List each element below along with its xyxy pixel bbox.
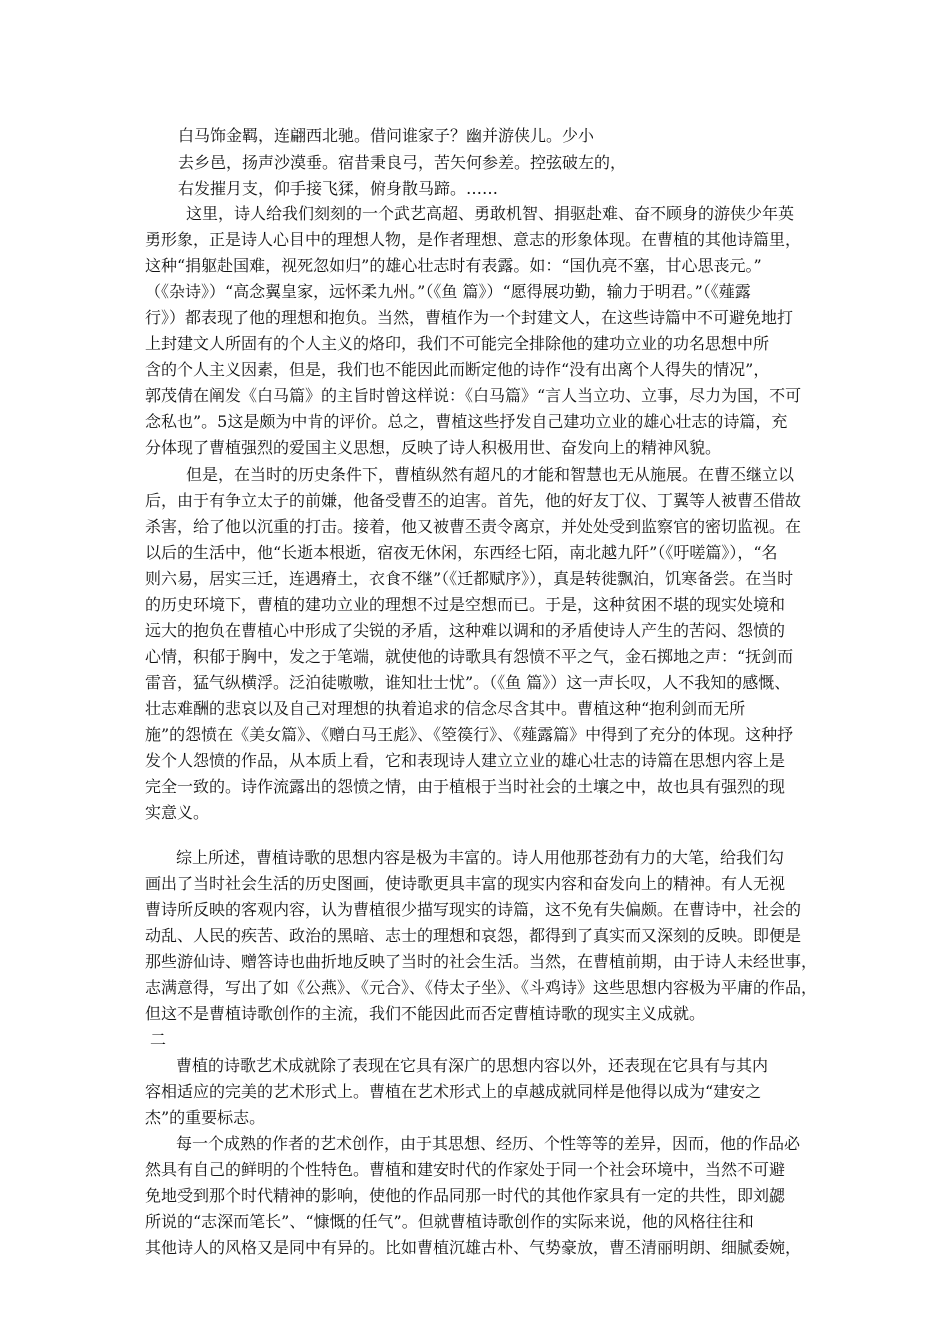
poem-line: 右发摧月支，仰手接飞猱，俯身散马蹄。…… [178,179,499,198]
paragraph-line: 曹诗所反映的客观内容，认为曹植很少描写现实的诗篇，这不免有失偏颇。在曹诗中，社会的 [145,900,802,919]
paragraph-line: 这种“捐躯赴国难，视死忽如归”的雄心壮志时有表露。如：“国仇亮不塞，甘心思丧元。” [145,256,762,275]
paragraph-line: 上封建文人所固有的个人主义的烙印，我们不可能完全排除他的建功立业的功名思想中所 [145,334,770,353]
paragraph-line: 志满意得，写出了如《公燕》、《元合》、《侍太子坐》、《斗鸡诗》这些思想内容极为平庸的作品， [145,978,818,997]
paragraph-line: 勇形象，正是诗人心目中的理想人物，是作者理想、意志的形象体现。在曹植的其他诗篇里， [145,230,802,249]
paragraph-line: 但这不是曹植诗歌创作的主流，我们不能因此而否定曹植诗歌的现实主义成就。 [145,1004,706,1023]
paragraph-line: 后，由于有争立太子的前嫌，他备受曹丕的迫害。首先，他的好友丁仪、丁翼等人被曹丕借故 [145,491,802,510]
poem-line: 白马饰金羁，连翩西北驰。借问谁家子？幽并游侠儿。少小 [178,126,595,145]
paragraph-line: 其他诗人的风格又是同中有异的。比如曹植沉雄古朴、气势豪放，曹丕清丽明朗、细腻委婉， [145,1238,802,1257]
paragraph-line: （《杂诗》）“高念翼皇家，远怀柔九州。”（《鱼 篇》）“愿得展功勤，输力于明君。”（《薤露 [145,282,751,301]
paragraph-line: 含的个人主义因素，但是，我们也不能因此而断定他的诗作“没有出离个人得失的情况”， [145,360,770,379]
paragraph-line: 容相适应的完美的艺术形式上。曹植在艺术形式上的卓越成就同样是他得以成为“建安之 [145,1082,762,1101]
paragraph-line: 动乱、人民的疾苦、政治的黑暗、志士的理想和哀怨，都得到了真实而又深刻的反映。即便是 [145,926,802,945]
paragraph-line: 的历史环境下，曹植的建功立业的理想不过是空想而已。于是，这种贫困不堪的现实处境和 [145,595,786,614]
poem-line: 去乡邑，扬声沙漠垂。宿昔秉良弓，苦矢何参差。控弦破左的， [178,153,627,172]
paragraph-line: 雷音，猛气纵横浮。泛泊徒嗷嗷，谁知壮士忧”。（《鱼 篇》）这一声长叹，人不我知的感慨、 [145,673,791,692]
paragraph-line: 以后的生活中，他“长逝本根逝，宿夜无休闲，东西经七陌，南北越九阡”（《吁嗟篇》），“名 [145,543,778,562]
paragraph-line: 发个人怨愤的作品，从本质上看，它和表现诗人建立立业的雄心壮志的诗篇在思想内容上是 [145,751,786,770]
paragraph-line: 所说的“志深而笔长”、“慷慨的任气”。但就曹植诗歌创作的实际来说，他的风格往往和 [145,1212,754,1231]
paragraph-line: 念私也”。5这是颇为中肯的评价。总之，曹植这些抒发自己建功立业的雄心壮志的诗篇，充 [145,412,788,431]
paragraph-line: 则六易，居实三迁，连遇瘠土，衣食不继”（《迁都赋序》），真是转徙飘泊，饥寒备尝。在当时 [145,569,794,588]
paragraph-line: 曹植的诗歌艺术成就除了表现在它具有深广的思想内容以外，还表现在它具有与其内 [176,1056,769,1075]
section-number: 二 [150,1030,167,1049]
paragraph-line: 但是，在当时的历史条件下，曹植纵然有超凡的才能和智慧也无从施展。在曹丕继立以 [186,465,795,484]
paragraph-line: 画出了当时社会生活的历史图画，使诗歌更具丰富的现实内容和奋发向上的精神。有人无视 [145,874,786,893]
paragraph-line: 综上所述，曹植诗歌的思想内容是极为丰富的。诗人用他那苍劲有力的大笔，给我们勾 [176,848,785,867]
paragraph-line: 实意义。 [145,803,210,822]
paragraph-line: 那些游仙诗、赠答诗也曲折地反映了当时的社会生活。当然，在曹植前期，由于诗人未经世事， [145,952,818,971]
paragraph-line: 免地受到那个时代精神的影响，使他的作品同那一时代的其他作家具有一定的共性，即刘勰 [145,1186,786,1205]
paragraph-line: 然具有自己的鲜明的个性特色。曹植和建安时代的作家处于同一个社会环境中，当然不可避 [145,1160,786,1179]
paragraph-line: 杰”的重要标志。 [145,1108,266,1127]
paragraph-line: 完全一致的。诗作流露出的怨愤之情，由于植根于当时社会的土壤之中，故也具有强烈的现 [145,777,786,796]
paragraph-line: 行》）都表现了他的理想和抱负。当然，曹植作为一个封建文人，在这些诗篇中不可避免地打 [145,308,794,327]
paragraph-line: 杀害，给了他以沉重的打击。接着，他又被曹丕责令离京，并处处受到监察官的密切监视。在 [145,517,802,536]
paragraph-line: 每一个成熟的作者的艺术创作，由于其思想、经历、个性等等的差异，因而，他的作品必 [176,1134,801,1153]
paragraph-line: 心情，积郁于胸中，发之于笔端，就使他的诗歌具有怨愤不平之气，金石掷地之声：“抚剑而 [145,647,794,666]
paragraph-line: 郭茂倩在阐发《白马篇》的主旨时曾这样说：《白马篇》“言人当立功、立事，尽力为国，不可 [145,386,802,405]
paragraph-line: 施”的怨愤在《美女篇》、《赠白马王彪》、《箜篌行》、《薤露篇》中得到了充分的体现。这种抒 [145,725,794,744]
paragraph-line: 壮志难酬的悲哀以及自己对理想的执着追求的信念尽含其中。曹植这种“抱利剑而无所 [145,699,746,718]
paragraph-line: 这里，诗人给我们刻刻的一个武艺高超、勇敢机智、捐驱赴难、奋不顾身的游侠少年英 [186,204,795,223]
paragraph-line: 分体现了曹植强烈的爱国主义思想，反映了诗人积极用世、奋发向上的精神风貌。 [145,438,722,457]
paragraph-line: 远大的抱负在曹植心中形成了尖锐的矛盾，这种难以调和的矛盾使诗人产生的苦闷、怨愤的 [145,621,786,640]
